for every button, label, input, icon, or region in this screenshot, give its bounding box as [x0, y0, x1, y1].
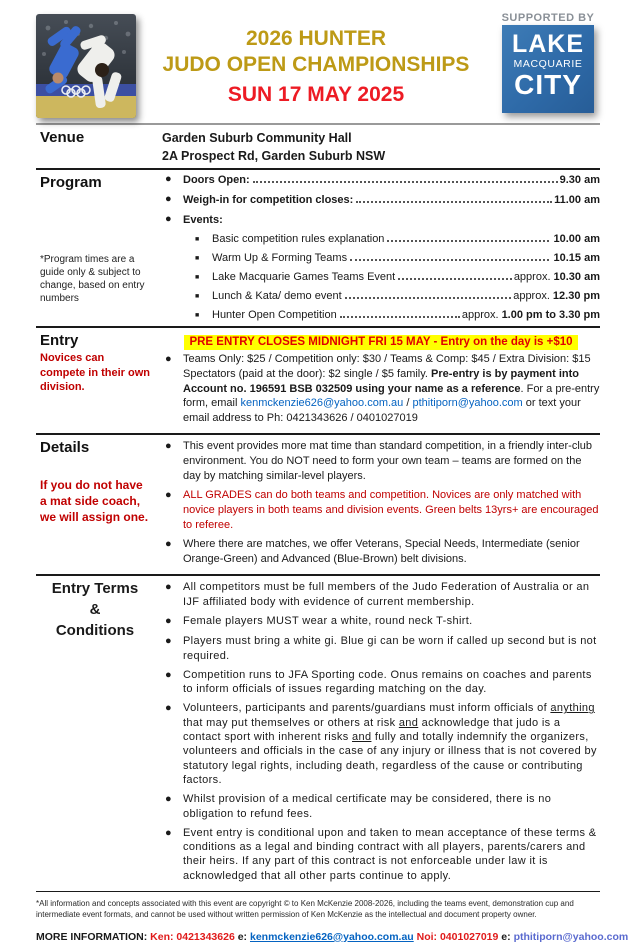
program-note: *Program times are a guide only & subject to change, based on entry numbers — [40, 254, 145, 305]
bullet-icon: ● — [165, 213, 172, 226]
program-event-row: ■ Lunch & Kata/ demo event approx. 12.30 pm — [195, 290, 600, 303]
event-date: SUN 17 MAY 2025 — [227, 82, 405, 106]
bullet-icon: ● — [165, 489, 172, 502]
bullet-icon: ● — [165, 538, 172, 551]
sponsor-logo — [496, 12, 600, 113]
dot-leader — [387, 240, 548, 242]
title-block — [136, 8, 496, 108]
terms-bullet: ● Players must bring a white gi. Blue gi can be worn if called up second but is not required. — [165, 635, 597, 662]
bullet-icon: ● — [165, 173, 172, 186]
more-information-line: MORE INFORMATION: Ken: 0421343626 e: kenmckenzie626@yahoo.com.au Noi: 0401027019 e: pthitiporn@yahoo.com — [36, 930, 629, 943]
footer-email-ken[interactable]: kenmckenzie626@yahoo.com.au — [249, 930, 414, 943]
venue-name: Garden Suburb Community Hall — [162, 131, 352, 145]
bullet-icon: ● — [165, 353, 172, 366]
details-bullet-red: ● ALL GRADES can do both teams and competition. Novices are only matched with novice players in both teams and division events. Green belts 13yrs+ are encouraged to referee. — [165, 489, 599, 531]
details-side-note: If you do not have a mat side coach, we will assign one. — [40, 478, 149, 524]
terms-bullet: ● Whilst provision of a medical certificate may be considered, there is no obligation to refund fees. — [165, 793, 552, 820]
bullet-icon: ● — [165, 793, 172, 806]
square-bullet-icon: ■ — [195, 236, 200, 244]
terms-label-line1: Entry Terms — [51, 580, 139, 598]
supported-by-text: SUPPORTED BY — [501, 12, 595, 24]
section-details — [36, 433, 600, 574]
bullet-icon: ● — [165, 193, 172, 206]
ken-phone: Ken: 0421343626 — [150, 930, 235, 943]
judo-photo-graphic — [36, 14, 136, 118]
terms-label-line2: & — [89, 601, 101, 619]
program-events-heading: ● Events: — [165, 213, 223, 227]
venue-label: Venue — [40, 129, 85, 146]
section-venue — [36, 125, 600, 168]
header — [36, 8, 600, 120]
section-terms — [36, 574, 600, 892]
bullet-icon: ● — [165, 614, 172, 627]
email-link-ken[interactable]: kenmckenzie626@yahoo.com.au — [240, 397, 404, 410]
dot-leader — [398, 278, 512, 280]
entry-label: Entry — [40, 332, 79, 350]
square-bullet-icon: ■ — [195, 293, 200, 301]
bullet-icon: ● — [165, 826, 172, 839]
program-event-row: ■ Warm Up & Forming Teams 10.15 am — [195, 252, 600, 265]
dot-leader — [356, 201, 552, 203]
noi-phone: Noi: 0401027019 — [416, 930, 499, 943]
square-bullet-icon: ■ — [195, 255, 200, 263]
copyright-footnote: *All information and concepts associated with this event are copyright © to Ken McKenzie 2008-2026, including the teams event, demonstration cup and intermediate event formats, and cannot be used without written permission of Ken McKenzie as the intellectual and document property owner. — [36, 899, 574, 919]
lake-macquarie-city-logo: LAKE MACQUARIE CITY — [502, 25, 594, 113]
event-title-line1: 2026 HUNTER — [245, 27, 387, 50]
program-event-row: ■ Lake Macquarie Games Teams Event approx. 10.30 am — [195, 271, 600, 284]
program-label: Program — [40, 174, 102, 192]
terms-bullet: ● Event entry is conditional upon and taken to mean acceptance of these terms & conditions as a legal and binding contract with all players, parents/carers and their heirs. If any part of this contract is not enforceable under law it is acknowledged that all other parts continue to apply. — [165, 826, 597, 882]
email-link-noi[interactable]: pthitiporn@yahoo.com — [412, 397, 523, 410]
judo-photo — [36, 14, 136, 118]
more-info-label: MORE INFORMATION: — [36, 930, 148, 943]
details-bullet: ● Where there are matches, we offer Veterans, Special Needs, Intermediate (senior Orange-Green) and Advanced (Blue-Brown) belt divisions. — [165, 538, 580, 565]
bullet-icon: ● — [165, 702, 172, 715]
program-event-row: ■ Basic competition rules explanation 10.00 am — [195, 233, 600, 246]
terms-bullet-indemnity: ● Volunteers, participants and parents/guardians must inform officials of anything that may put themselves or others at risk and acknowledge that judo is a contact sport with inherent risks and fully and totally indemnify the organizers, volunteers and officials in the case of any injury or illness that is not covered by statutory legal rights, including death, regardless of the cause or contributing factors. — [165, 702, 597, 786]
dot-leader — [345, 297, 512, 299]
bullet-icon: ● — [165, 440, 172, 453]
entry-side-note: Novices can compete in their own division. — [40, 352, 151, 393]
program-row: ● Doors Open: 9.30 am — [165, 173, 600, 187]
dot-leader — [350, 259, 548, 261]
event-title-line2: JUDO OPEN CHAMPIONSHIPS — [162, 53, 470, 77]
terms-bullet: ● Competition runs to JFA Sporting code. Onus remains on coaches and parents to inform officials of issues regarding matching on the day. — [165, 668, 592, 696]
footer-email-noi[interactable]: pthitiporn@yahoo.com — [513, 930, 629, 943]
pre-entry-banner: PRE ENTRY CLOSES MIDNIGHT FRI 15 MAY - Entry on the day is +$10 — [184, 335, 577, 350]
terms-bullet: ● All competitors must be full members of the Judo Federation of Australia or an IJF affiliated body with evidence of current membership. — [165, 581, 590, 608]
bullet-icon: ● — [165, 635, 172, 648]
dot-leader — [340, 316, 460, 318]
terms-bullet: ● Female players MUST wear a white, round neck T-shirt. — [165, 614, 473, 627]
square-bullet-icon: ■ — [195, 274, 200, 282]
venue-address: 2A Prospect Rd, Garden Suburb NSW — [162, 149, 386, 164]
section-entry — [36, 326, 600, 433]
entry-fees-paragraph: ● Teams Only: $25 / Competition only: $30 / Teams & Comp: $45 / Extra Division: $15 Spectators (paid at the door): $2 single / $5 family. Pre-entry is by payment into Account no. 196591 BSB 032509 using your name as a reference. For a pre-entry form, email kenmckenzie626@yahoo.com.au / pthitiporn@yahoo.com or text your email address to Ph: 0421343626 / 0401027019 — [165, 353, 600, 424]
terms-label-line3: Conditions — [55, 622, 135, 640]
program-event-row: ■ Hunter Open Competition approx. 1.00 pm to 3.30 pm — [195, 309, 600, 322]
payment-details: Pre-entry is by payment into Account no. 196591 BSB 032509 using your name as a reference — [183, 367, 579, 395]
details-bullet: ● This event provides more mat time than standard competition, in a friendly inter-club environment. You do NOT need to form your own team – teams are formed on the day by matching similar-level players. — [165, 440, 593, 482]
program-row: ● Weigh-in for competition closes: 11.00 am — [165, 193, 600, 207]
bullet-icon: ● — [165, 668, 172, 681]
details-label: Details — [40, 439, 90, 457]
section-program — [36, 168, 600, 326]
dot-leader — [253, 181, 558, 183]
square-bullet-icon: ■ — [195, 312, 200, 320]
bullet-icon: ● — [165, 581, 172, 594]
